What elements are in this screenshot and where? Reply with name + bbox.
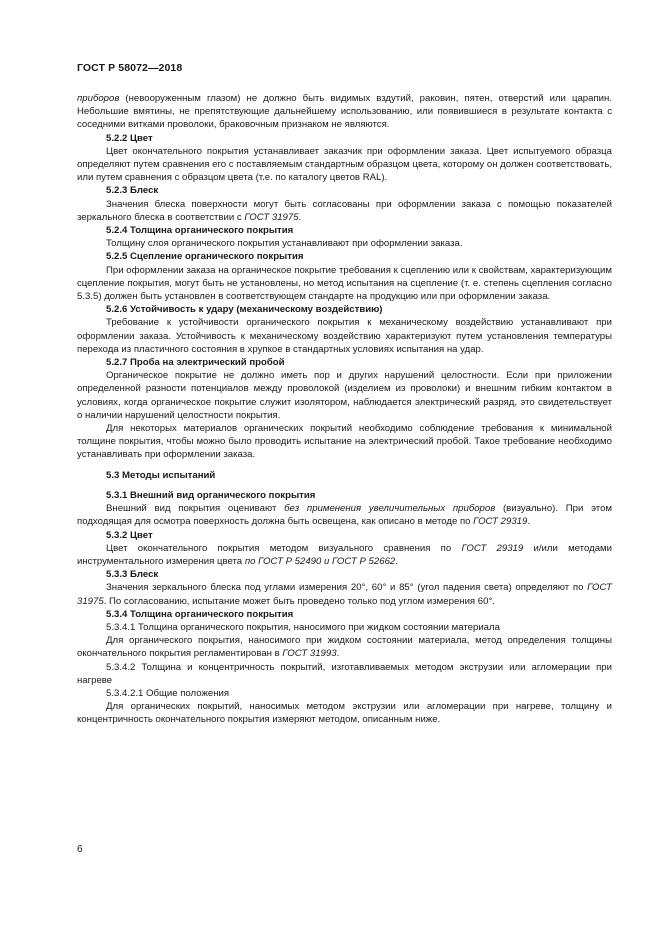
- paragraph: 5.3.4.2 Толщина и концентричность покрытий, изготавливаемых методом экструзии или агломерации при нагреве: [77, 661, 612, 686]
- italic-text: приборов: [77, 93, 120, 104]
- heading-5-2-2: 5.2.2 Цвет: [106, 132, 153, 144]
- paragraph-text: Цвет окончательного покрытия методом визуального сравнения по: [106, 542, 462, 554]
- heading-5-2-6: 5.2.6 Устойчивость к удару (механическому воздействию): [106, 304, 383, 316]
- paragraph: Для некоторых материалов органических покрытий необходимо соблюдение требования к минимальной толщине покрытия, чтобы можно было проводить испытание на электрический пробой. Такое требование необходимо устанавливать при оформлении заказа.: [77, 423, 612, 461]
- paragraph: [77, 634, 612, 660]
- paragraph: [77, 92, 612, 132]
- heading-5-2-4: 5.2.4 Толщина органического покрытия: [106, 225, 294, 237]
- paragraph-text: и/или методами инструментального измерения цвета: [77, 542, 612, 567]
- document-header: ГОСТ Р 58072—2018: [77, 62, 183, 74]
- heading-5-2-3: 5.2.3 Блеск: [106, 185, 159, 197]
- italic-text: без применения увеличительных приборов: [284, 503, 496, 515]
- paragraph: Толщину слоя органического покрытия устанавливают при оформлении заказа.: [106, 238, 463, 250]
- paragraph: Требование к устойчивости органического покрытия к механическому воздействию устанавливают при оформлении заказа. Устойчивость к механическому воздействию характеризуют путем установления температуры перехода из пластичного состояния в хрупкое в стандартных условиях испытания на удар.: [77, 317, 612, 355]
- paragraph-text: Внешний вид покрытия оценивают: [106, 503, 285, 515]
- paragraph-text: .: [395, 555, 398, 567]
- paragraph-text: Для органического покрытия, наносимого при жидком состоянии материала, метод определения толщины окончательного покрытия регламентирован в: [77, 635, 612, 660]
- paragraph: 5.3.4.2.1 Общие положения: [106, 687, 230, 699]
- paragraph: При оформлении заказа на органическое покрытие требования к сцеплению или к свойствам, характеризующим сцепление покрытия, могут быть не установлены, но метод испытания на сцепление (т. е. степень сцепления согласно 5.3.5) должен быть установлен в соответствующем стандарте на продукцию или при оформлении заказа.: [77, 264, 612, 303]
- paragraph: [77, 502, 612, 528]
- paragraph: [77, 581, 612, 607]
- standard-reference: ГОСТ 31975: [77, 582, 612, 607]
- heading-5-3-3: 5.3.3 Блеск: [106, 569, 159, 581]
- paragraph: [77, 542, 612, 568]
- paragraph-text: (невооруженным глазом) не должно быть видимых вздутий, раковин, пятен, отверстий или царапин. Небольшие вмятины, не препятствующие дальнейшему использованию, или появившиеся в результате контакта с соседними витками проволоки, браковочным признаком не являются.: [77, 93, 612, 131]
- standard-reference: ГОСТ 31993: [282, 648, 337, 660]
- paragraph-text: .: [298, 211, 302, 223]
- paragraph: [77, 198, 612, 224]
- paragraph-text: .: [527, 516, 531, 528]
- heading-5-3-1: 5.3.1 Внешний вид органического покрытия: [106, 489, 316, 501]
- paragraph-text: (визуально). При этом подходящая для осмотра поверхность должна быть освещена, как описано в методе по: [77, 503, 612, 528]
- paragraph: Цвет окончательного покрытия устанавливает заказчик при оформлении заказа. Цвет испытуемого образца определяют путем сравнения его с поставляемым стандартным образцом цвета, которому он должен соответствовать, или путем сравнения с образцом цвета (т.е. по каталогу цветов RAL).: [77, 145, 612, 184]
- paragraph-text: Значения зеркального блеска под углами измерения 20°, 60° и 85° (угол падения света) определяют по: [106, 582, 588, 594]
- standard-reference: ГОСТ 31975: [244, 211, 299, 223]
- heading-5-3-4: 5.3.4 Толщина органического покрытия: [106, 608, 294, 620]
- paragraph-text: Значения блеска поверхности могут быть согласованы при оформлении заказа с помощью показателей зеркального блеска в соответствии с: [77, 198, 612, 223]
- standard-reference: ГОСТ 29319: [473, 516, 528, 528]
- paragraph: Органическое покрытие не должно иметь пор и других нарушений целостности. Если при приложении определенной разности потенциалов между проволокой (изделием из проволоки) и внешним гибким контактом в условиях, когда органическое покрытие служит изолятором, наблюдается электрический разряд, это свидетельствует о наличии нарушений целостности покрытия.: [77, 370, 612, 421]
- paragraph: 5.3.4.1 Толщина органического покрытия, наносимого при жидком состоянии материала: [106, 621, 500, 633]
- paragraph-text: . По согласованию, испытание может быть проведено только под углом измерения 60°.: [103, 595, 495, 607]
- page-number: 6: [77, 844, 83, 855]
- heading-5-2-5: 5.2.5 Сцепление органического покрытия: [106, 251, 304, 263]
- paragraph: Для органических покрытий, наносимых методом экструзии или агломерации при нагреве, толщину и концентричность окончательного покрытия измеряют методом, описанным ниже.: [77, 701, 612, 726]
- document-body: [77, 92, 612, 727]
- heading-5-2-7: 5.2.7 Проба на электрический пробой: [106, 357, 285, 369]
- heading-5-3: 5.3 Методы испытаний: [106, 469, 216, 481]
- heading-5-3-2: 5.3.2 Цвет: [106, 529, 153, 541]
- paragraph-text: .: [336, 648, 340, 660]
- standard-reference: ГОСТ 29319: [461, 542, 524, 554]
- standard-reference: по ГОСТ Р 52490 и ГОСТ Р 52662: [244, 555, 396, 567]
